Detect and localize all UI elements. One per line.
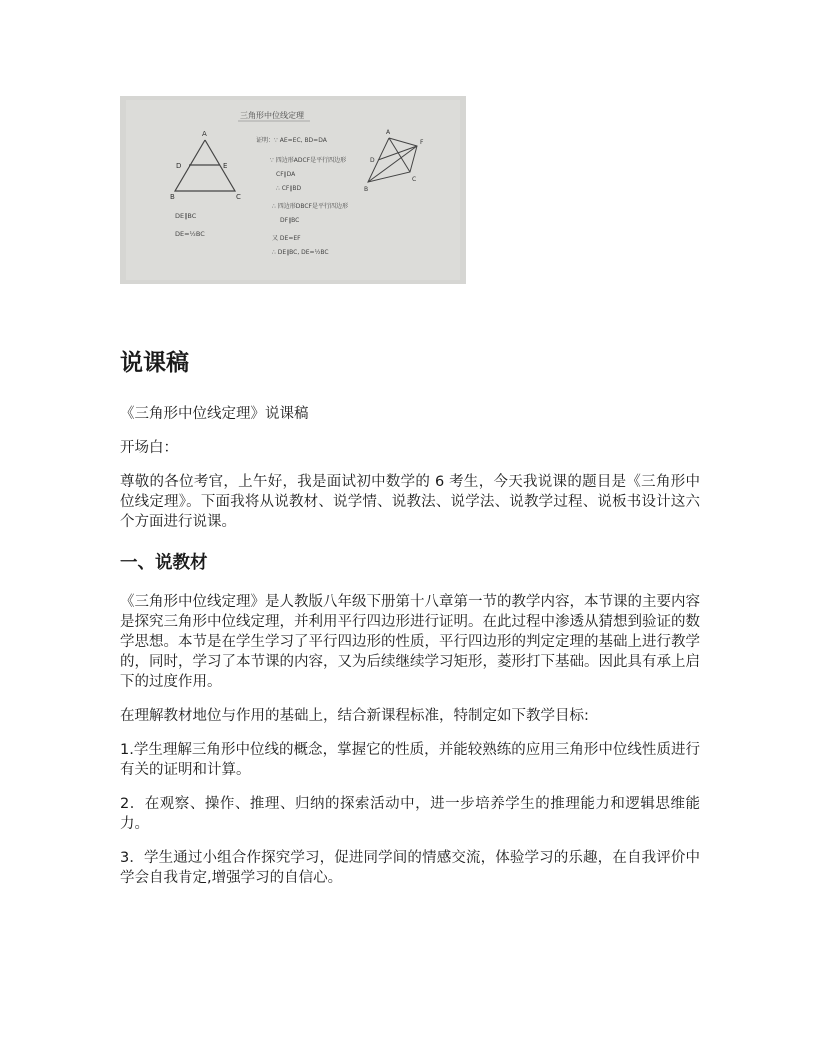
label-e: E [223,162,228,170]
proof-line: CF∥DA [276,171,296,178]
label-a-right: A [386,129,391,136]
label-c: C [236,193,241,201]
opening-paragraph: 尊敬的各位考官，上午好，我是面试初中数学的 6 考生，今天我说课的题目是《三角形中位线定理》。下面我将从说教材、说学情、说教法、说学法、说教学过程、说板书设计这六个方面进行说课。 [120,474,700,530]
proof-line: DF∥BC [280,217,300,224]
proof-line: 又 DE=EF [272,235,301,242]
proof-line: ∴ CF∥BD [276,185,302,192]
goal-item-1: 1.学生理解三角形中位线的概念，掌握它的性质，并能较熟练的应用三角形中位线性质进行有关的证明和计算。 [120,742,700,778]
section1-goals-intro: 在理解教材地位与作用的基础上，结合新课程标准，特制定如下教学目标: [120,708,589,724]
opening-label: 开场白： [120,440,178,456]
proof-line: ∵ 四边形ADCF是平行四边形 [270,157,347,164]
goal-item-2: 2．在观察、操作、推理、归纳的探索活动中，进一步培养学生的推理能力和逻辑思维能力。 [120,796,700,832]
label-a: A [202,130,207,138]
note-title: 三角形中位线定理 [240,111,304,120]
handwritten-notes-image [120,96,466,284]
doc-title: 说课稿 [120,350,189,376]
left-note-1: DE∥BC [175,212,197,220]
label-b-right: B [364,186,369,193]
notebook-photo [120,96,466,284]
left-note-2: DE=½BC [175,230,205,238]
section1-paragraph: 《三角形中位线定理》是人教版八年级下册第十八章第一节的教学内容，本节课的主要内容是探究三角形中位线定理，并利用平行四边形进行证明。在此过程中渗透从猜想到验证的数学思想。本节是在学生学习了平行四边形的性质，平行四边形的判定定理的基础上进行教学的，同时，学习了本节课的内容，又为后续继续学习矩形，菱形打下基础。因此具有承上启下的过度作用。 [120,594,700,690]
label-d: D [176,162,182,170]
document-body [120,346,700,902]
label-d-right: D [370,157,375,164]
label-c-right: C [412,176,417,183]
label-f-right: F [420,139,424,146]
proof-given: 证明：∵ AE=EC, BD=DA [256,137,327,144]
doc-subtitle: 《三角形中位线定理》说课稿 [120,406,309,422]
proof-line: ∴ 四边形DBCF是平行四边形 [272,203,348,210]
section-heading-teaching-material: 一、说教材 [120,553,208,573]
label-b: B [170,193,175,201]
proof-line: ∴ DE∥BC, DE=½BC [272,249,329,256]
goal-item-3: 3．学生通过小组合作探究学习，促进同学间的情感交流，体验学习的乐趣，在自我评价中学会自我肯定,增强学习的自信心。 [120,850,700,886]
